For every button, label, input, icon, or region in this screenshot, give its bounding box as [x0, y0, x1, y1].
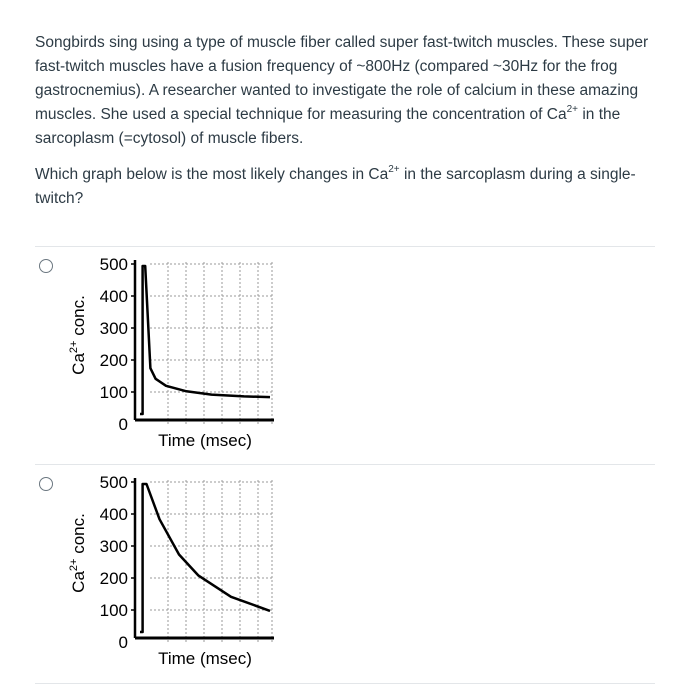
y-tick-label: 400	[99, 287, 128, 306]
option-a-graph	[60, 250, 290, 450]
y-tick-label: 500	[99, 255, 128, 274]
y-axis-label: $Ca^{2+}$ conc.	[68, 295, 88, 375]
y-tick-label: 400	[99, 505, 128, 524]
y-tick-label: 300	[99, 537, 128, 556]
option-b-radio[interactable]	[39, 477, 53, 491]
grid	[150, 480, 272, 642]
grid	[150, 262, 272, 424]
y-axis-label: $Ca^{2+}$ conc.	[68, 513, 88, 593]
question-paragraph: Songbirds sing using a type of muscle fiber called super fast-twitch muscles. These super fast-twitch muscles have a fusion frequency of ~800Hz (compared ~30Hz for the frog gastrocnemius). A researcher wanted to investigate the role of calcium in these amazing muscles. She used a special technique for measuring the concentration of $Ca^{2+}$ in the sarcoplasm (=cytosol) of muscle fibers.	[35, 34, 649, 147]
question-text	[35, 31, 665, 223]
option-divider	[35, 464, 655, 465]
option-divider	[35, 246, 655, 247]
option-a-radio[interactable]	[39, 259, 53, 273]
option-b-chart	[60, 468, 290, 668]
option-divider	[35, 683, 655, 684]
y-tick-label: 0	[118, 415, 128, 434]
y-tick-label: 100	[99, 383, 128, 402]
x-axis-label: Time (msec)	[158, 649, 252, 668]
y-tick-label: 200	[99, 569, 128, 588]
y-tick-label: 100	[99, 601, 128, 620]
y-tick-label: 0	[118, 633, 128, 652]
y-tick-label: 300	[99, 319, 128, 338]
x-axis-label: Time (msec)	[158, 431, 252, 450]
option-b-graph	[60, 468, 290, 668]
question-prompt: Which graph below is the most likely changes in $Ca^{2+}$ in the sarcoplasm during a single-twitch?	[35, 163, 636, 207]
option-a-chart	[60, 250, 290, 450]
y-tick-label: 200	[99, 351, 128, 370]
y-tick-label: 500	[99, 473, 128, 492]
